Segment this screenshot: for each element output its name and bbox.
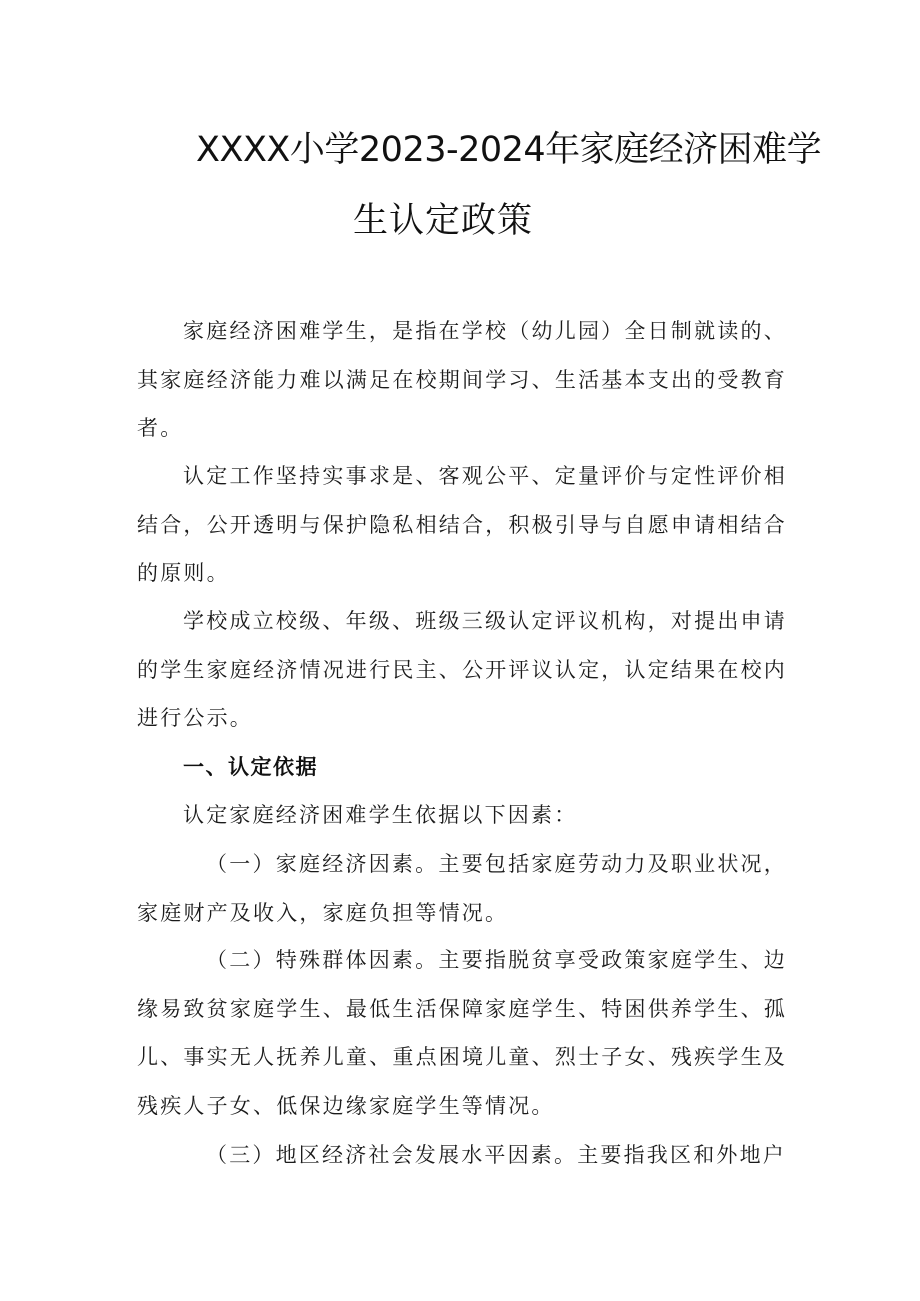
paragraph-factor-special-groups: （二）特殊群体因素。主要指脱贫享受政策家庭学生、边缘易致贫家庭学生、最低生活保障家庭学生、特困供养学生、孤儿、事实无人抚养儿童、重点困境儿童、烈士子女、残疾学生及残疾人子女、低保边缘家庭学生等情况。 <box>137 948 787 1118</box>
paragraph-basis-intro: 认定家庭经济困难学生依据以下因素： <box>183 803 578 827</box>
document-title-line-1: XXXX小学2023-2024年家庭经济困难学 <box>196 130 822 170</box>
document-title-line-2: 生认定政策 <box>353 201 534 241</box>
paragraph-factor-regional: （三）地区经济社会发展水平因素。主要指我区和外地户 <box>206 1143 786 1167</box>
paragraph-factor-economic: （一）家庭经济因素。主要包括家庭劳动力及职业状况，家庭财产及收入，家庭负担等情况。 <box>137 852 787 925</box>
paragraph-definition: 家庭经济困难学生，是指在学校（幼儿园）全日制就读的、其家庭经济能力难以满足在校期间学习、生活基本支出的受教育者。 <box>137 319 787 441</box>
section-heading-basis: 一、认定依据 <box>183 755 318 779</box>
paragraph-organization: 学校成立校级、年级、班级三级认定评议机构，对提出申请的学生家庭经济情况进行民主、公开评议认定，认定结果在校内进行公示。 <box>137 609 787 731</box>
paragraph-principles: 认定工作坚持实事求是、客观公平、定量评价与定性评价相结合，公开透明与保护隐私相结合，积极引导与自愿申请相结合的原则。 <box>137 464 787 586</box>
